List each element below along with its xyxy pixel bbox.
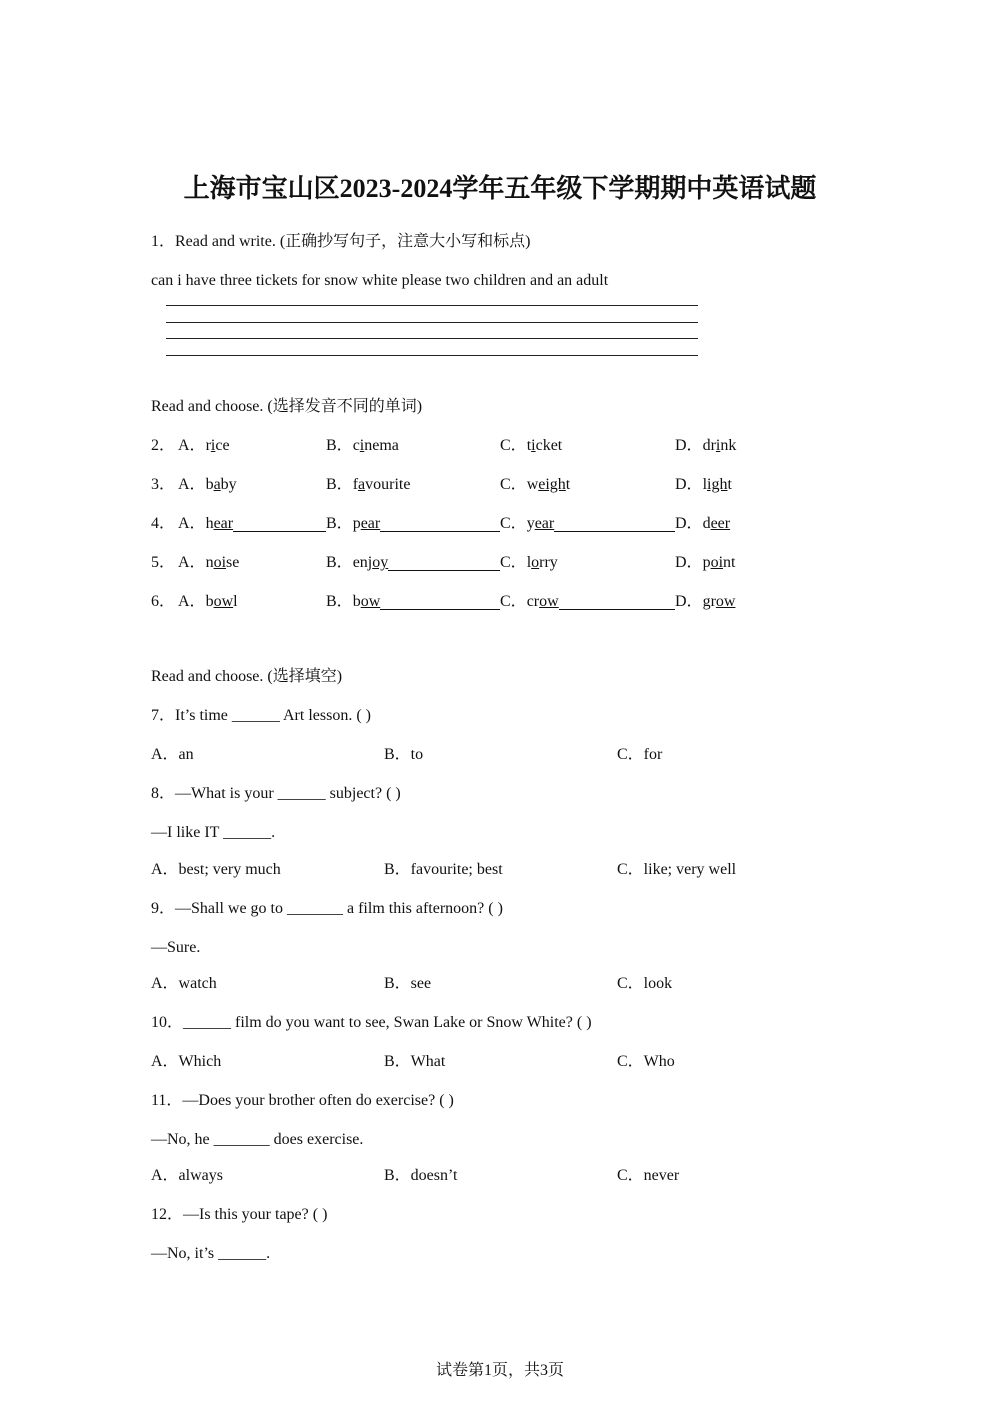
word-suffix: se — [226, 554, 240, 571]
phonics-option[interactable] — [675, 475, 732, 495]
phonics-option[interactable] — [675, 436, 736, 456]
option-label: C． — [500, 437, 527, 454]
word-suffix: rry — [539, 554, 558, 571]
word-prefix: h — [205, 515, 214, 532]
page-footer: 试卷第1页，共3页 — [435, 1362, 564, 1379]
option-label: A． — [178, 593, 206, 610]
option-label: C． — [500, 515, 527, 532]
answer-line[interactable] — [166, 322, 698, 323]
word-prefix: b — [352, 593, 361, 610]
phonics-option[interactable] — [178, 475, 237, 495]
underlined-letters: ear — [360, 515, 381, 532]
word-prefix: p — [352, 515, 361, 532]
underlined-letters: igh — [707, 476, 728, 493]
question-number: 2． — [151, 437, 176, 454]
q9-stem: 9．—Shall we go to _______ a film this afternoon? ( ) — [151, 900, 503, 917]
phonics-option[interactable] — [326, 475, 410, 495]
q9-option-b[interactable]: B．see — [384, 975, 432, 992]
answer-line[interactable] — [166, 355, 698, 356]
phonics-option[interactable] — [500, 475, 570, 495]
phonics-option[interactable] — [500, 436, 562, 456]
underlined-letters: o — [531, 554, 540, 571]
underlined-letters: i — [715, 437, 721, 454]
q1-heading: 1．Read and write. (正确抄写句子，注意大小写和标点) — [151, 233, 531, 250]
phonics-option[interactable] — [326, 514, 500, 534]
q11-option-a[interactable]: A．always — [151, 1167, 223, 1184]
q12-stem: 12．—Is this your tape? ( ) — [151, 1206, 328, 1223]
q10-option-a[interactable]: A．Which — [151, 1053, 222, 1070]
q10-option-c[interactable]: C．Who — [617, 1053, 675, 1070]
q8-stem: 8．—What is your ______ subject? ( ) — [151, 785, 401, 802]
q7-stem: 7．It’s time ______ Art lesson. ( ) — [151, 707, 371, 724]
word-prefix: l — [702, 476, 708, 493]
underline-fill — [233, 514, 326, 532]
phonics-option[interactable] — [675, 514, 730, 534]
q8-option-a[interactable]: A．best; very much — [151, 861, 281, 878]
q11-option-c[interactable]: C．never — [617, 1167, 680, 1184]
option-label: C． — [500, 554, 527, 571]
word-prefix: cr — [526, 593, 540, 610]
option-label: B． — [326, 593, 353, 610]
option-label: D． — [675, 593, 703, 610]
underlined-letters: a — [213, 476, 221, 493]
underline-fill — [559, 592, 675, 610]
underlined-letters: ear — [213, 515, 234, 532]
word-suffix: ce — [215, 437, 230, 454]
section-heading-choose: Read and choose. (选择填空) — [151, 668, 343, 685]
phonics-option[interactable] — [178, 436, 230, 456]
word-prefix: gr — [702, 593, 716, 610]
phonics-option[interactable] — [326, 592, 500, 612]
phonics-option[interactable] — [326, 436, 399, 456]
q8-option-b[interactable]: B．favourite; best — [384, 861, 503, 878]
underlined-letters: oi — [710, 554, 724, 571]
word-suffix: nt — [723, 554, 736, 571]
underline-fill — [554, 514, 675, 532]
q12-reply: —No, it’s ______. — [151, 1245, 271, 1262]
word-prefix: w — [526, 476, 539, 493]
word-prefix: n — [205, 554, 214, 571]
word-prefix: f — [352, 476, 359, 493]
option-label: A． — [178, 515, 206, 532]
phonics-option[interactable] — [675, 553, 735, 573]
q10-option-b[interactable]: B．What — [384, 1053, 446, 1070]
section-heading-phonics: Read and choose. (选择发音不同的单词) — [151, 398, 423, 415]
option-label: D． — [675, 554, 703, 571]
option-label: B． — [326, 515, 353, 532]
word-prefix: b — [205, 476, 214, 493]
option-label: D． — [675, 437, 703, 454]
q7-option-a[interactable]: A．an — [151, 746, 194, 763]
answer-line[interactable] — [166, 305, 698, 306]
option-label: B． — [326, 437, 353, 454]
word-prefix: t — [526, 437, 532, 454]
word-suffix: l — [233, 593, 238, 610]
answer-line[interactable] — [166, 338, 698, 339]
word-prefix: l — [526, 554, 532, 571]
underline-fill — [380, 592, 500, 610]
word-prefix: y — [526, 515, 535, 532]
question-number: 6． — [151, 593, 176, 610]
question-number: 4． — [151, 515, 176, 532]
q9-option-a[interactable]: A．watch — [151, 975, 217, 992]
word-prefix: r — [205, 437, 211, 454]
word-suffix: cket — [535, 437, 563, 454]
q8-reply: —I like IT ______. — [151, 824, 276, 841]
underlined-letters: ow — [360, 593, 381, 610]
q10-stem: 10．______ film do you want to see, Swan Lake or Snow White? ( ) — [151, 1014, 592, 1031]
option-label: C． — [500, 476, 527, 493]
q7-option-b[interactable]: B．to — [384, 746, 424, 763]
underlined-letters: eer — [710, 515, 731, 532]
word-suffix: t — [565, 476, 571, 493]
q11-stem: 11．—Does your brother often do exercise? ( ) — [151, 1092, 454, 1109]
q11-reply: —No, he _______ does exercise. — [151, 1131, 364, 1148]
word-suffix: t — [727, 476, 732, 493]
phonics-option[interactable] — [178, 592, 238, 612]
phonics-option[interactable] — [675, 592, 735, 612]
option-label: C． — [500, 593, 527, 610]
word-suffix: nema — [364, 437, 399, 454]
word-prefix: dr — [702, 437, 716, 454]
option-label: D． — [675, 515, 703, 532]
question-number: 3． — [151, 476, 176, 493]
phonics-option[interactable] — [500, 592, 675, 612]
question-number: 5． — [151, 554, 176, 571]
underlined-letters: i — [359, 437, 365, 454]
underlined-letters: eigh — [538, 476, 566, 493]
q11-option-b[interactable]: B．doesn’t — [384, 1167, 458, 1184]
phonics-option[interactable] — [178, 514, 326, 534]
option-label: A． — [178, 437, 206, 454]
q9-option-c[interactable]: C．look — [617, 975, 673, 992]
underlined-letters: i — [531, 437, 536, 454]
word-prefix: b — [205, 593, 214, 610]
underlined-letters: oi — [213, 554, 227, 571]
word-prefix: p — [702, 554, 711, 571]
underlined-letters: ear — [534, 515, 555, 532]
underlined-letters: oy — [372, 554, 389, 571]
q8-option-c[interactable]: C．like; very well — [617, 861, 737, 878]
q9-reply: —Sure. — [151, 939, 201, 956]
underlined-letters: ow — [715, 593, 736, 610]
underline-fill — [380, 514, 500, 532]
underlined-letters: i — [210, 437, 216, 454]
phonics-option[interactable] — [500, 514, 675, 534]
q7-option-c[interactable]: C．for — [617, 746, 663, 763]
option-label: D． — [675, 476, 703, 493]
word-suffix: vourite — [365, 476, 411, 493]
word-prefix: d — [702, 515, 711, 532]
page-title: 上海市宝山区2023-2024学年五年级下学期期中英语试题 — [183, 174, 817, 203]
word-prefix: c — [352, 437, 360, 454]
q1-sentence: can i have three tickets for snow white please two children and an adult — [151, 272, 609, 289]
option-label: B． — [326, 554, 353, 571]
phonics-option[interactable] — [178, 553, 239, 573]
underlined-letters: ow — [539, 593, 559, 610]
underline-fill — [388, 553, 500, 571]
phonics-option[interactable] — [500, 553, 558, 573]
word-suffix: nk — [720, 437, 737, 454]
option-label: A． — [178, 554, 206, 571]
option-label: A． — [178, 476, 206, 493]
phonics-option[interactable] — [326, 553, 500, 573]
word-suffix: by — [220, 476, 237, 493]
option-label: B． — [326, 476, 353, 493]
underlined-letters: a — [358, 476, 366, 493]
word-prefix: enj — [352, 554, 373, 571]
underlined-letters: ow — [213, 593, 234, 610]
